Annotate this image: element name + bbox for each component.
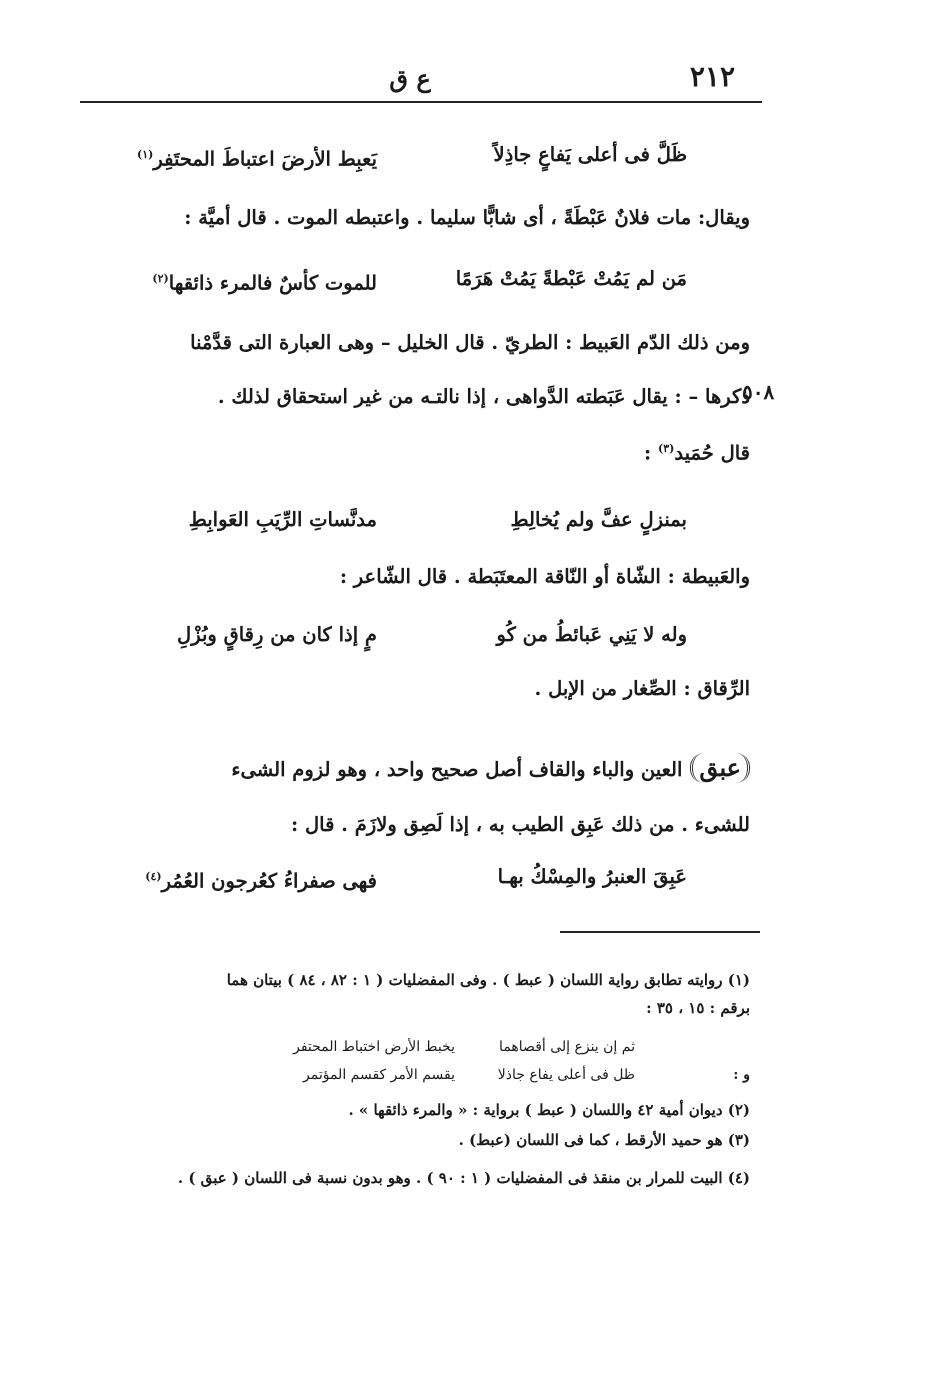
footnote-2: (٢) ديوان أمية ٤٢ واللسان ( عبط ) برواية : « والمرء ذائقها » . bbox=[348, 1101, 750, 1119]
verse-5-second-hemistich bbox=[47, 862, 377, 897]
prose-line-12: للشىء . من ذلك عَبِق الطيب به ، إذا لَصِق ولازَمَ . قال : bbox=[290, 813, 750, 836]
verse-3-first-hemistich: بمنزلٍ عفَّ ولم يُخالِطِ bbox=[510, 508, 687, 531]
section-line-11-text: العين والباء والقاف أصل صحيح واحد ، وهو لزوم الشىء bbox=[231, 758, 683, 781]
prose-line-2: ويقال: مات فلانٌ عَبْطَةً ، أى شابًّا سليما . واعتبطه الموت . قال أميَّة : bbox=[184, 206, 750, 229]
verse-2-second-hemistich bbox=[47, 264, 377, 299]
footnote-1-line-a: (١) روايته تطابق رواية اللسان ( عبط ) . وفى المفضليات ( ١ : ٨٢ ، ٨٤ ) بيتان هما bbox=[226, 971, 750, 989]
verse-2-first-hemistich: مَن لم يَمُتْ عَبْطةً يَمُتْ هَرَمًا bbox=[455, 267, 687, 290]
verse-1-second-hemistich bbox=[47, 140, 377, 175]
footnote-1-line-b: برقم : ١٥ ، ٣٥ : bbox=[646, 999, 750, 1017]
line-6-colon: : bbox=[643, 441, 652, 465]
margin-number: ٥٠٨ bbox=[742, 380, 775, 404]
footnote-1-verse-2-right: ظل فى أعلى يفاع جاذلا bbox=[497, 1067, 635, 1083]
verse-1-first-hemistich: ظَلَّ فى أعلى يَفاعٍ جاذِلاً bbox=[493, 143, 687, 166]
footnote-1-verse-2-left: يقسم الأمر كقسم المؤتمر bbox=[303, 1067, 455, 1083]
line-6-text: قال حُمَيد bbox=[674, 441, 750, 465]
section-first-line bbox=[140, 753, 750, 785]
footnote-1-verse-1-right: ثم إن ينزع إلى أقصاهما bbox=[499, 1039, 635, 1055]
footnote-4: (٤) البيت للمرار بن منقذ فى المفضليات ( ١ : ٩٠ ) . وهو بدون نسبة فى اللسان ( عبق ) . bbox=[177, 1169, 750, 1187]
verse-5-first-hemistich: عَبِقَ العنبرُ والمِسْكُ بهـا bbox=[497, 865, 687, 888]
footnote-ref-1: (١) bbox=[136, 148, 154, 161]
footnote-ref-2: (٢) bbox=[152, 272, 169, 285]
prose-line-5: ذكرها – : يقال عَبَطته الدَّواهى ، إذا نالتـه من غير استحقاق لذلك . bbox=[217, 385, 750, 408]
footnote-3: (٣) هو حميد الأرقط ، كما فى اللسان (عبط) . bbox=[458, 1131, 750, 1149]
footnote-ref-4: (٤) bbox=[145, 870, 162, 883]
prose-line-10: الرِّقاق : الصِّغار من الإبل . bbox=[534, 677, 750, 700]
verse-2-second-hemistich-text: للموت كأسٌ فالمرء ذائقها bbox=[168, 271, 377, 295]
section-heading: عبق bbox=[690, 753, 750, 783]
prose-line-6 bbox=[140, 434, 750, 469]
verse-3-second-hemistich: مدنَّساتِ الرِّيَبِ العَوابِطِ bbox=[188, 508, 377, 531]
verse-5-second-hemistich-text: فهى صفراءُ كعُرجون العُمُر bbox=[161, 869, 377, 893]
prose-line-8: والعَبيطة : الشّاة أو النّاقة المعتَبَطة . قال الشّاعر : bbox=[339, 565, 750, 588]
footnote-rule bbox=[560, 931, 760, 933]
footnote-ref-3: (٣) bbox=[657, 442, 675, 455]
header-rule bbox=[80, 101, 762, 103]
prose-line-4: ومن ذلك الدّم العَبيط : الطريّ . قال الخليل – وهى العبارة التى قدَّمْنا bbox=[190, 331, 750, 354]
verse-4-first-hemistich: وله لا يَنِي عَبائطُ من كُو bbox=[496, 623, 687, 646]
running-header-root: ع ق bbox=[389, 64, 431, 93]
verse-1-second-hemistich-text: يَعبِط الأرضَ اعتباطَ المحتَفِر bbox=[153, 147, 377, 171]
verse-4-second-hemistich: مٍ إذا كان من رِقاقٍ وبُزْلِ bbox=[177, 623, 377, 646]
page-number: ٢١٢ bbox=[689, 60, 735, 93]
footnote-1-verse-2-prefix: و : bbox=[733, 1067, 750, 1083]
footnote-1-verse-1-left: يخبط الأرض اختباط المحتفر bbox=[293, 1039, 455, 1055]
